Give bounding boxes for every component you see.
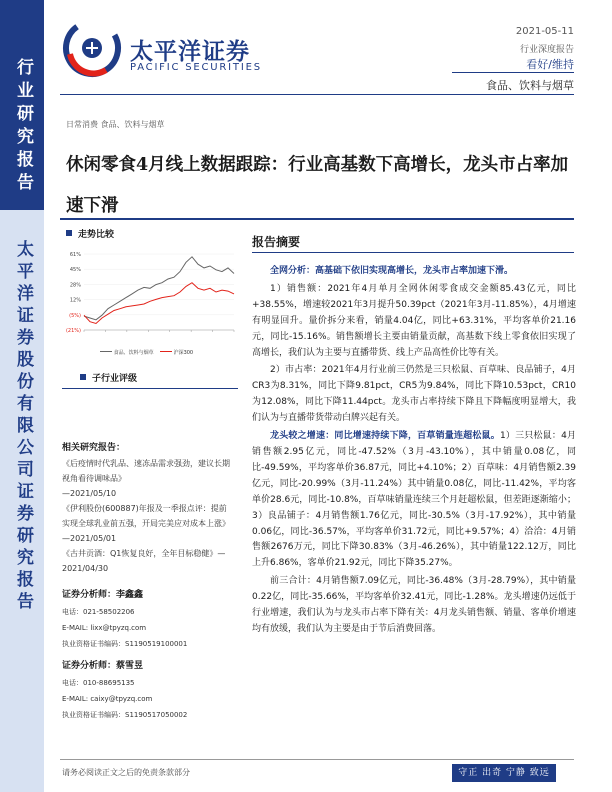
summary-paragraph: 龙头较之增速：同比增速持续下降，百草销量连超松鼠。1）三只松鼠：4月销售额2.95亿元，同比-47.52%（3月-43.10%），其中销量0.08亿，同比-49.59%，平均客单价36.87元，同比+4.10%；2）百草味：4月销售额2.39亿元，同比-20.99%（3月-11.24%）其中销量0.08亿，同比-11.42%，平均客单价28.6元，同比-10.8%，百草味销量连续三个月赶超松鼠，但差距逐渐缩小；3）良品铺子：4月销售额1.76亿元，同比-30.5%（3月-17.92%），其中销量0.06亿，同比-36.57%，平均客单价31.72元，同比+9.57%；4）洽洽：4月销售额2676万元，同比下降30.83%（3月-46.26%），其中销量122.12万，同比上升6.86%，客单价21.92元，同比下降35.27%。 — [252, 431, 576, 569]
title-rule — [60, 218, 574, 220]
y-tick-label: (5%) — [69, 312, 81, 319]
y-tick-label: 28% — [69, 282, 81, 289]
y-tick-label: (21%) — [65, 328, 81, 334]
bullet-square-icon — [80, 374, 86, 380]
chart-legend — [100, 349, 193, 356]
related-research — [62, 440, 232, 576]
analyst-1-name-line: 证券分析师：李鑫鑫 — [62, 590, 144, 600]
analyst-2-email[interactable]: E-MAIL: caixy@tpyzq.com — [62, 695, 153, 703]
y-tick-label: 45% — [69, 267, 81, 274]
related-item[interactable]: 《伊利股份(600887)年报及一季报点评：提前实现全球乳业前五强，开局完美应对成本上涨》 — [62, 504, 230, 528]
summary-body — [252, 264, 576, 640]
y-tick-label: 12% — [69, 297, 81, 304]
sidebar-top-text: 行业研究报告 — [13, 58, 33, 196]
report-type: 行业深度报告 — [519, 45, 574, 55]
trend-chart — [62, 248, 238, 358]
footer-motto: 守正 出奇 宁静 致远 — [452, 764, 556, 782]
sub-rating-heading: 子行业评级 — [80, 371, 137, 384]
analyst-1-email[interactable]: E-MAIL: lixx@tpyzq.com — [62, 624, 147, 632]
header-divider — [452, 72, 574, 73]
legend-swatch-food — [100, 351, 112, 352]
legend-label-food: 食品、饮料与烟草 — [113, 350, 154, 356]
summary-rule — [252, 252, 574, 253]
analyst-2-cert: 执业资格证书编码：S1190517050002 — [62, 711, 188, 719]
analyst-1-cert: 执业资格证书编码：S1190519100001 — [62, 640, 188, 648]
sidebar-bottom — [0, 210, 44, 792]
analyst-2 — [62, 657, 238, 723]
sector-label: 食品、饮料与烟草 — [486, 79, 574, 92]
series-line — [84, 257, 234, 320]
breadcrumb: 日常消费 食品、饮料与烟草 — [66, 120, 165, 129]
analyst-1-phone: 电话：021-58502206 — [62, 608, 135, 616]
company-logo-icon — [62, 18, 122, 78]
summary-paragraph: 前三合计：4月销售额7.09亿元，同比-36.48%（3月-28.79%），其中销量0.22亿，同比-35.66%，平均客单价32.41元，同比-1.28%。龙头增速仍远低于行业增速，我们认为与龙头市占率下降有关：4月龙头销售额、销量、客单价增速均有放缓，我们认为主要是由于节后消费回落。 — [252, 576, 576, 634]
summary-heading: 报告摘要 — [252, 235, 301, 249]
report-title: 休闲零食4月线上数据跟踪：行业高基数下高增长，龙头市占率加速下滑 — [66, 155, 569, 216]
footer-rule — [60, 759, 574, 760]
related-heading: 相关研究报告： — [62, 443, 126, 453]
brand-name-cn: 太平洋证券 — [130, 39, 250, 65]
bullet-square-icon — [66, 230, 72, 236]
legend-label-csi300: 沪深300 — [173, 350, 194, 356]
summary-paragraph: 全网分析：高基础下依旧实现高增长，龙头市占率加速下滑。 — [270, 266, 514, 276]
related-item[interactable]: 《古井贡酒：Q1恢复良好，全年目标稳健》—2021/04/30 — [62, 549, 226, 573]
trend-heading: 走势比较 — [66, 227, 114, 240]
industry-rating: 看好/维持 — [526, 58, 574, 71]
sidebar-top — [0, 0, 44, 210]
report-date: 2021-05-11 — [515, 26, 574, 37]
related-item[interactable]: 《后疫情时代乳品、速冻品需求强劲，建议长期视角看待调味品》 — [62, 459, 230, 483]
summary-paragraph: 2）市占率：2021年4月行业前三仍然是三只松鼠、百草味、良品铺子，4月CR3为8.31%，同比下降9.81pct，CR5为9.84%，同比下降10.53pct，CR10为12.08%，同比下降11.44pct。龙头市占率持续下降且下降幅度明显增大，我们认为与直播带货带动白牌兴起有关。 — [252, 365, 576, 424]
summary-paragraph: 1）销售额：2021年4月单月全网休闲零食成交金额85.43亿元，同比+38.55%，增速较2021年3月提升50.39pct（2021年3月-11.85%），4月增速有明显回升。量价拆分来看，销量4.04亿，同比+63.31%，平均客单价21.16元，同比-15.16%。销售额增长主要由销量贡献，高基数下线上零食依旧实现了高增长，我们认为主要与直播带货、线上产品高性价比等有关。 — [252, 283, 576, 358]
footer-disclaimer: 请务必阅读正文之后的免责条款部分 — [62, 768, 190, 777]
y-tick-label: 61% — [69, 252, 81, 258]
sidebar-bottom-text: 太平洋证券股份有限公司证券研究报告 — [13, 240, 33, 614]
analyst-2-phone: 电话：010-88695135 — [62, 679, 135, 687]
analyst-1-name: 李鑫鑫 — [116, 590, 144, 600]
analyst-2-name-line: 证券分析师：蔡雪昱 — [62, 661, 144, 671]
related-item-date: —2021/05/10 — [62, 489, 117, 498]
related-item-date: —2021/05/01 — [62, 534, 117, 543]
header-rule — [60, 94, 574, 95]
series-line — [84, 283, 234, 324]
legend-swatch-csi300 — [160, 351, 172, 352]
analyst-2-name: 蔡雪昱 — [116, 661, 144, 671]
sub-rating-rule — [62, 388, 238, 389]
analyst-1 — [62, 586, 238, 652]
brand-name-en: PACIFIC SECURITIES — [130, 62, 262, 73]
